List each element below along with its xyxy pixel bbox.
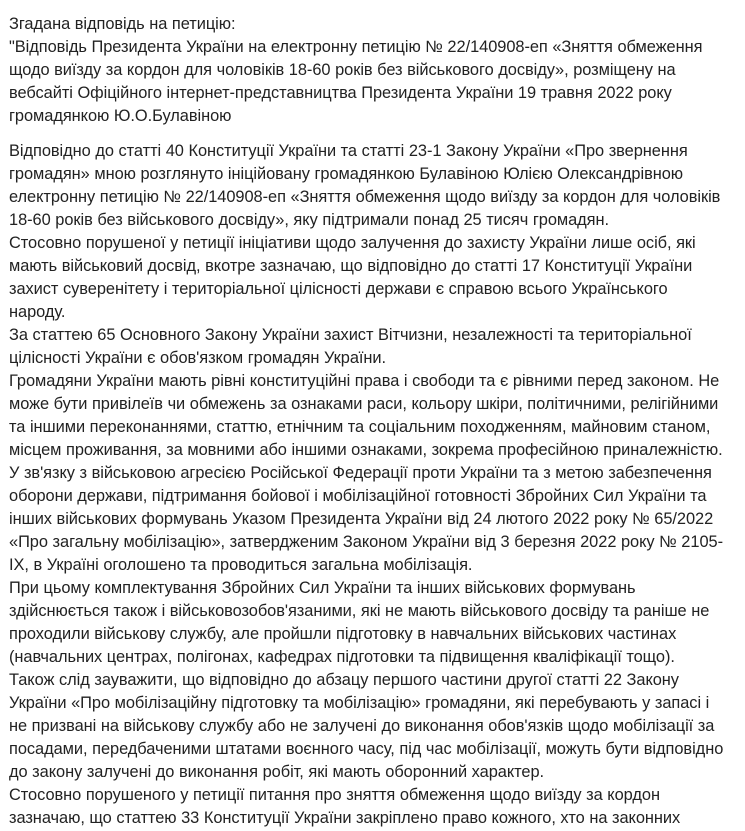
paragraph-article-22-reserve-duties: Також слід зауважити, що відповідно до абзацу першого частини другої статті 22 Закону України «Про мобілізаційну підготовку та мобілізацію» громадяни, які перебувають у запасі і не призвані на військову службу або не залучені до виконання обов'язків щодо мобілізації за посадами, передбаченими штатами воєнного часу, під час мобілізації, можуть бути відповідно до закону залучені до виконання робіт, які мають оборонний характер.	[9, 671, 724, 781]
paragraph-armed-forces-recruitment: При цьому комплектування Збройних Сил України та інших військових формувань здійснюється також і військовозобов'язаними, які не мають військового досвіду та раніше не проходили військову службу, але пройшли підготовку в навчальних військових частинах (навчальних центрах, полігонах, кафедрах підготовки та підвищення кваліфікації тощо).	[9, 579, 710, 666]
page-heading: Згадана відповідь на петицію:	[9, 15, 236, 33]
paragraph-article-33-freedom-of-movement: Стосовно порушеного у петиції питання про зняття обмеження щодо виїзду за кордон зазначаю, що статтею 33 Конституції України закріплено право кожного, хто на законних	[9, 786, 681, 827]
paragraph-article-40-reference: Відповідно до статті 40 Конституції України та статті 23-1 Закону України «Про звернення громадян» мною розглянуто ініційовану громадянкою Булавіною Юлією Олександрівною електронну петицію № 22/140908-еп «Зняття обмеження щодо виїзду за кордон для чоловіків 18-60 років без військового досвіду», яку підтримали понад 25 тисяч громадян.	[9, 142, 721, 229]
paragraph-article-17-sovereignty: Стосовно порушеної у петиції ініціативи щодо залучення до захисту України лише осіб, які мають військовий досвід, вкотре зазначаю, що відповідно до статті 17 Конституції України захист суверенітету і територіальної цілісності держави є справою всього Українського народу.	[9, 234, 696, 321]
paragraph-equality-before-law: Громадяни України мають рівні конституційні права і свободи та є рівними перед законом. Не може бути привілеїв чи обмежень за ознаками раси, кольору шкіри, політичними, релігійними та іншими переконаннями, статтю, етнічним та соціальним походженням, майновим станом, місцем проживання, за мовними або іншими ознаками, зокрема професійною приналежністю.	[9, 372, 723, 459]
paragraph-general-mobilization-decree: У зв'язку з військовою агресією Російської Федерації проти України та з метою забезпечення оборони держави, підтримання бойової і мобілізаційної готовності Збройних Сил України та інших військових формувань Указом Президента України від 24 лютого 2022 року № 65/2022 «Про загальну мобілізацію», затвердженим Законом України від 3 березня 2022 року № 2105-IX, в Україні оголошено та проводиться загальна мобілізація.	[9, 464, 723, 574]
paragraph-quoted-response-title: "Відповідь Президента України на електронну петицію № 22/140908-еп «Зняття обмеження щодо виїзду за кордон для чоловіків 18-60 років без військового досвіду», розміщену на вебсайті Офіційного інтернет-представництва Президента України 19 травня 2022 року громадянкою Ю.О.Булавіною	[9, 38, 703, 125]
paragraph-article-65-defence-duty: За статтею 65 Основного Закону України захист Вітчизни, незалежності та територіальної цілісності України є обов'язком громадян України.	[9, 326, 692, 367]
